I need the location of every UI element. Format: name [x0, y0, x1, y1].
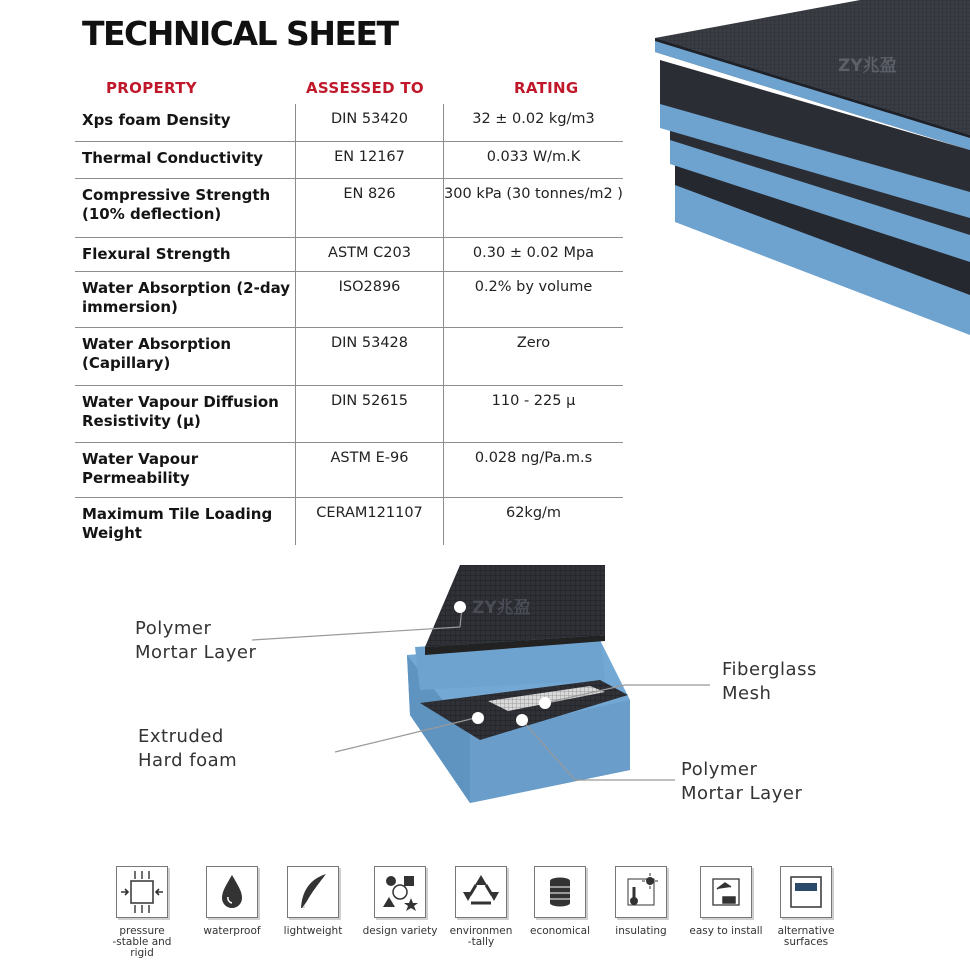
- feature-label: design variety: [362, 925, 438, 937]
- header-assessed: ASSESSED TO: [306, 79, 424, 97]
- feature-label: lightweight: [283, 925, 343, 937]
- table-row: [75, 385, 623, 443]
- property-cell: Water Vapour Diffusion Resistivity (μ): [82, 393, 279, 430]
- property-cell: Flexural Strength: [82, 245, 231, 263]
- label-foam: Extruded Hard foam: [138, 726, 238, 771]
- header-property: PROPERTY: [106, 79, 197, 97]
- feature-label: economical: [529, 925, 590, 937]
- feature-item: [190, 866, 274, 937]
- rating-cell: 0.2% by volume: [474, 279, 593, 295]
- table-row: [75, 271, 623, 328]
- feather-icon: [287, 866, 339, 918]
- brand-watermark: ZY兆盈: [838, 56, 897, 76]
- table-row: [75, 497, 623, 545]
- label-polymer-top: Polymer Mortar Layer: [135, 618, 257, 663]
- feature-item: [764, 866, 848, 948]
- feature-label: environmen -tally: [449, 925, 513, 948]
- feature-label: easy to install: [689, 925, 763, 937]
- surface-icon: [780, 866, 832, 918]
- table-row: [75, 442, 623, 498]
- table-row: [75, 327, 623, 386]
- feature-item: [271, 866, 355, 937]
- assessed-cell: CERAM121107: [295, 498, 444, 545]
- assessed-cell: DIN 52615: [295, 386, 444, 443]
- header-rating: RATING: [514, 79, 579, 97]
- install-icon: [700, 866, 752, 918]
- rating-cell: 0.028 ng/Pa.m.s: [474, 450, 593, 466]
- table-row: [75, 141, 623, 179]
- rating-cell: 32 ± 0.02 kg/m3: [472, 111, 595, 127]
- assessed-cell: DIN 53420: [295, 104, 444, 141]
- boards-stack-image: [650, 0, 970, 335]
- table-row: [75, 178, 623, 238]
- property-cell: Water Absorption (2-day immersion): [82, 279, 291, 316]
- rating-cell: 300 kPa (30 tonnes/m2 ): [444, 186, 623, 202]
- property-cell: Water Absorption (Capillary): [82, 335, 232, 372]
- recycle-icon: [455, 866, 507, 918]
- table-row: [75, 237, 623, 272]
- property-cell: Maximum Tile Loading Weight: [82, 505, 273, 542]
- brand-watermark-2: ZY兆盈: [472, 598, 531, 618]
- rating-cell: Zero: [516, 335, 551, 351]
- property-cell: Water Vapour Permeability: [82, 450, 199, 487]
- feature-item: [100, 866, 184, 959]
- label-fiberglass: Fiberglass Mesh: [722, 659, 817, 704]
- cross-section-diagram: [120, 555, 840, 815]
- assessed-cell: ISO2896: [295, 272, 444, 328]
- assessed-cell: EN 826: [295, 179, 444, 238]
- rating-cell: 0.30 ± 0.02 Mpa: [472, 245, 595, 261]
- feature-label: alternative surfaces: [777, 925, 835, 948]
- feature-item: [518, 866, 602, 937]
- assessed-cell: DIN 53428: [295, 328, 444, 386]
- feature-label: pressure -stable and rigid: [112, 925, 172, 959]
- pressure-icon: [116, 866, 168, 918]
- assessed-cell: EN 12167: [295, 142, 444, 179]
- feature-item: [684, 866, 768, 937]
- assessed-cell: ASTM E-96: [295, 443, 444, 498]
- property-cell: Xps foam Density: [82, 111, 231, 129]
- page-title: TECHNICAL SHEET: [82, 14, 398, 53]
- rating-cell: 0.033 W/m.K: [486, 149, 581, 165]
- feature-item: [439, 866, 523, 948]
- rating-cell: 110 - 225 μ: [491, 393, 576, 409]
- shapes-icon: [374, 866, 426, 918]
- sun-thermometer-icon: [615, 866, 667, 918]
- feature-label: waterproof: [203, 925, 261, 937]
- feature-label: insulating: [615, 925, 667, 937]
- coins-icon: [534, 866, 586, 918]
- rating-cell: 62kg/m: [505, 505, 562, 521]
- water-drop-icon: [206, 866, 258, 918]
- assessed-cell: ASTM C203: [295, 238, 444, 272]
- property-cell: Compressive Strength (10% deflection): [82, 186, 271, 223]
- property-cell: Thermal Conductivity: [82, 149, 264, 167]
- feature-item: [599, 866, 683, 937]
- label-polymer-bottom: Polymer Mortar Layer: [681, 759, 803, 804]
- table-row: [75, 104, 623, 141]
- feature-item: [358, 866, 442, 937]
